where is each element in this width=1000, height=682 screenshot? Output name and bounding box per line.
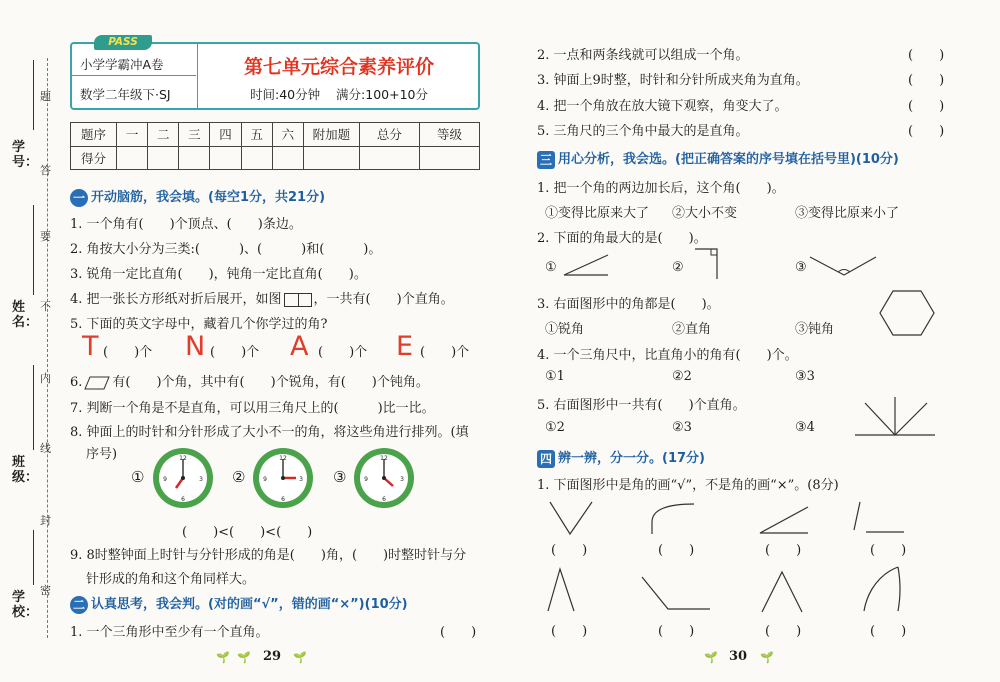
question-3-1: 1. 把一个角的两边加长后，这个角( )。 <box>537 181 785 196</box>
narrow-angle-figure <box>758 505 810 535</box>
rays-figure <box>853 395 937 437</box>
svg-text:9: 9 <box>364 476 368 483</box>
school-field[interactable] <box>33 530 34 585</box>
page-number-left: 29 <box>263 649 282 664</box>
exam-header <box>70 36 480 110</box>
score-input-cell[interactable] <box>117 146 148 170</box>
svg-text:9: 9 <box>163 476 167 483</box>
question-number: 6. <box>70 375 83 390</box>
option[interactable]: ②直角 <box>672 322 712 337</box>
v-angle-figure <box>548 500 594 536</box>
option[interactable]: ②大小不变 <box>672 206 738 221</box>
svg-text:3: 3 <box>199 476 203 483</box>
answer-paren[interactable]: ( ) <box>870 543 907 558</box>
letter-e: E <box>396 331 414 362</box>
pass-logo: PASS <box>94 35 152 50</box>
score-table-header-row <box>71 123 480 147</box>
question-2-5: 5. 三角尺的三个角中最大的是直角。 <box>537 124 749 139</box>
folded-rectangle-figure <box>284 293 312 307</box>
question-2-2: 2. 一点和两条线就可以组成一个角。 <box>537 48 749 63</box>
grade-label: 数学二年级下·SJ <box>80 87 171 102</box>
question-1-8-cont: 序号) <box>86 447 118 462</box>
section-title: 用心分析，我会选。(把正确答案的序号填在括号里)(10分) <box>558 152 899 167</box>
svg-text:6: 6 <box>281 496 285 503</box>
answer-paren[interactable]: ( ) <box>908 124 945 139</box>
section-1-heading <box>70 186 325 207</box>
letter-answer: ( )个 <box>420 345 470 360</box>
curved-shape-figure <box>650 500 696 536</box>
question-1-3: 3. 锐角一定比直角( )，钝角一定比直角( )。 <box>70 267 367 282</box>
question-1-1: 1. 一个角有( )个顶点、( )条边。 <box>70 217 302 232</box>
svg-text:6: 6 <box>181 496 185 503</box>
hexagon-figure <box>879 289 935 337</box>
binding-char: 题 <box>40 90 51 103</box>
score-input-cell[interactable] <box>148 146 179 170</box>
table-cell: 一 <box>117 123 148 147</box>
option[interactable]: ①2 <box>545 420 565 435</box>
series-name: 小学学霸冲A卷 <box>80 57 164 72</box>
class-field[interactable] <box>33 365 34 450</box>
table-cell: 六 <box>272 123 303 147</box>
binding-char: 要 <box>40 230 51 243</box>
table-cell: 总分 <box>359 123 419 147</box>
clock-label: ① <box>131 468 145 486</box>
answer-paren[interactable]: ( ) <box>658 624 695 639</box>
score-input-cell[interactable] <box>241 146 272 170</box>
option[interactable]: ②3 <box>672 420 692 435</box>
option[interactable]: ①变得比原来大了 <box>545 206 650 221</box>
time-limit: 时间:40分钟 <box>250 87 321 102</box>
obtuse-angle-figure <box>808 253 878 279</box>
clock-label: ③ <box>333 468 347 486</box>
section-3-heading <box>537 148 899 169</box>
school-label: 学校： <box>12 590 39 620</box>
option[interactable]: ③3 <box>795 369 815 384</box>
binding-char: 不 <box>40 300 51 313</box>
option[interactable]: ① <box>545 260 557 275</box>
question-4-1: 1. 下面图形中是角的画“√”，不是角的画“×”。(8分) <box>537 478 839 493</box>
letter-n: N <box>185 331 206 362</box>
header-series-block <box>72 36 198 108</box>
obtuse-corner-figure <box>640 575 712 613</box>
name-label: 姓名： <box>12 300 39 330</box>
binding-char: 内 <box>40 372 51 385</box>
svg-text:9: 9 <box>263 476 267 483</box>
section-4-heading <box>537 447 705 468</box>
answer-paren[interactable]: ( ) <box>870 624 907 639</box>
question-3-2: 2. 下面的角最大的是( )。 <box>537 231 707 246</box>
inverted-v-figure <box>546 567 576 613</box>
class-label: 班级： <box>12 455 39 485</box>
section-2-heading <box>70 593 408 614</box>
table-cell: 得分 <box>71 146 117 170</box>
option[interactable]: ③ <box>795 260 807 275</box>
score-input-cell[interactable] <box>179 146 210 170</box>
score-table <box>70 122 480 170</box>
answer-paren[interactable]: ( ) <box>551 543 588 558</box>
sprout-icon: 🌱 <box>216 651 230 664</box>
letter-answer: ( )个 <box>103 345 153 360</box>
parallelogram-figure <box>84 376 110 390</box>
option[interactable]: ①1 <box>545 369 565 384</box>
question-1-9-cont: 针形成的角和这个角同样大。 <box>86 572 256 587</box>
letter-answer: ( )个 <box>210 345 260 360</box>
binding-char: 线 <box>40 442 51 455</box>
question-1-6 <box>70 371 429 390</box>
answer-paren[interactable]: ( ) <box>551 624 588 639</box>
student-number-label: 学号： <box>12 140 39 170</box>
answer-paren[interactable]: ( ) <box>908 48 945 63</box>
clock-2-icon <box>252 447 314 509</box>
question-2-4: 4. 把一个角放在放大镜下观察，角变大了。 <box>537 99 788 114</box>
svg-text:6: 6 <box>382 496 386 503</box>
name-field[interactable] <box>33 205 34 295</box>
answer-paren[interactable]: ( ) <box>908 73 945 88</box>
clock-1-icon <box>152 447 214 509</box>
right-angle-figure <box>693 247 723 281</box>
clock-order-answer: ( )<( )<( ) <box>182 525 313 540</box>
score-input-cell[interactable] <box>210 146 241 170</box>
option[interactable]: ③钝角 <box>795 322 835 337</box>
question-text: 有( )个角，其中有( )个锐角，有( )个钝角。 <box>112 375 429 390</box>
letter-a: A <box>290 331 309 362</box>
score-input-cell[interactable] <box>419 146 479 170</box>
section-title: 辨一辨，分一分。(17分) <box>558 451 705 466</box>
answer-paren[interactable]: ( ) <box>440 625 477 640</box>
option[interactable]: ② <box>672 260 684 275</box>
sprout-icon: 🌱 <box>760 651 774 664</box>
exam-title: 第七单元综合素养评价 <box>243 56 434 78</box>
letter-t: T <box>82 331 99 362</box>
question-1-5: 5. 下面的英文字母中，藏着几个你学过的角? <box>70 317 328 332</box>
table-cell: 三 <box>179 123 210 147</box>
binding-char: 封 <box>40 514 51 527</box>
option[interactable]: ①锐角 <box>545 322 585 337</box>
question-3-5: 5. 右面图形中一共有( )个直角。 <box>537 398 746 413</box>
full-score: 满分:100+10分 <box>336 87 428 102</box>
question-1-4 <box>70 288 454 307</box>
svg-text:3: 3 <box>400 476 404 483</box>
svg-text:12: 12 <box>279 455 287 462</box>
sprout-icon: 🌱 <box>237 651 251 664</box>
question-1-2: 2. 角按大小分为三类:( )、( )和( )。 <box>70 242 382 257</box>
section-badge: 二 <box>70 596 88 614</box>
question-1-8: 8. 钟面上的时针和分针形成了大小不一的角，将这些角进行排列。(填 <box>70 425 469 440</box>
section-badge: 一 <box>70 189 88 207</box>
question-2-1: 1. 一个三角形中至少有一个直角。 <box>70 625 269 640</box>
section-title: 开动脑筋，我会填。(每空1分，共21分) <box>91 190 326 205</box>
sprout-icon: 🌱 <box>704 651 718 664</box>
score-input-cell[interactable] <box>303 146 359 170</box>
student-number-field[interactable] <box>33 60 34 130</box>
question-3-3: 3. 右面图形中的角都是( )。 <box>537 297 720 312</box>
answer-paren[interactable]: ( ) <box>908 99 945 114</box>
table-cell: 附加题 <box>303 123 359 147</box>
table-cell: 等级 <box>419 123 479 147</box>
table-cell: 五 <box>241 123 272 147</box>
page-number-right: 30 <box>729 649 748 664</box>
option[interactable]: ②2 <box>672 369 692 384</box>
open-corner-figure <box>852 500 906 536</box>
svg-text:12: 12 <box>380 455 388 462</box>
option[interactable]: ③4 <box>795 420 815 435</box>
table-cell: 四 <box>210 123 241 147</box>
question-3-4: 4. 一个三角尺中，比直角小的角有( )个。 <box>537 348 798 363</box>
score-table-score-row <box>71 146 480 170</box>
question-text: 4. 把一张长方形纸对折后展开，如图 <box>70 292 282 307</box>
clock-3-icon <box>353 447 415 509</box>
clock-label: ② <box>232 468 246 486</box>
section-badge: 三 <box>537 151 555 169</box>
question-2-3: 3. 钟面上9时整，时针和分针所成夹角为直角。 <box>537 73 809 88</box>
question-1-9: 9. 8时整钟面上时针与分针形成的角是( )角，( )时整时针与分 <box>70 548 467 563</box>
answer-paren[interactable]: ( ) <box>658 543 695 558</box>
answer-paren[interactable]: ( ) <box>765 543 802 558</box>
section-badge: 四 <box>537 450 555 468</box>
section-title: 认真思考，我会判。(对的画“√”，错的画“×”)(10分) <box>91 597 408 612</box>
svg-text:3: 3 <box>299 476 303 483</box>
svg-text:12: 12 <box>179 455 187 462</box>
binding-dashed-line <box>47 58 48 638</box>
curved-lines-figure <box>858 565 904 615</box>
acute-angle-figure <box>562 253 610 279</box>
steep-v-figure <box>760 570 804 614</box>
header-divider <box>72 75 196 76</box>
score-input-cell[interactable] <box>359 146 419 170</box>
score-input-cell[interactable] <box>272 146 303 170</box>
question-1-7: 7. 判断一个角是不是直角，可以用三角尺上的( )比一比。 <box>70 401 435 416</box>
letter-answer: ( )个 <box>318 345 368 360</box>
binding-char: 密 <box>40 584 51 597</box>
sprout-icon: 🌱 <box>293 651 307 664</box>
option[interactable]: ③变得比原来小了 <box>795 206 900 221</box>
exam-meta <box>198 85 480 103</box>
answer-paren[interactable]: ( ) <box>765 624 802 639</box>
binding-char: 答 <box>40 164 51 177</box>
table-cell: 题序 <box>71 123 117 147</box>
question-text: ，一共有( )个直角。 <box>313 292 454 307</box>
table-cell: 二 <box>148 123 179 147</box>
